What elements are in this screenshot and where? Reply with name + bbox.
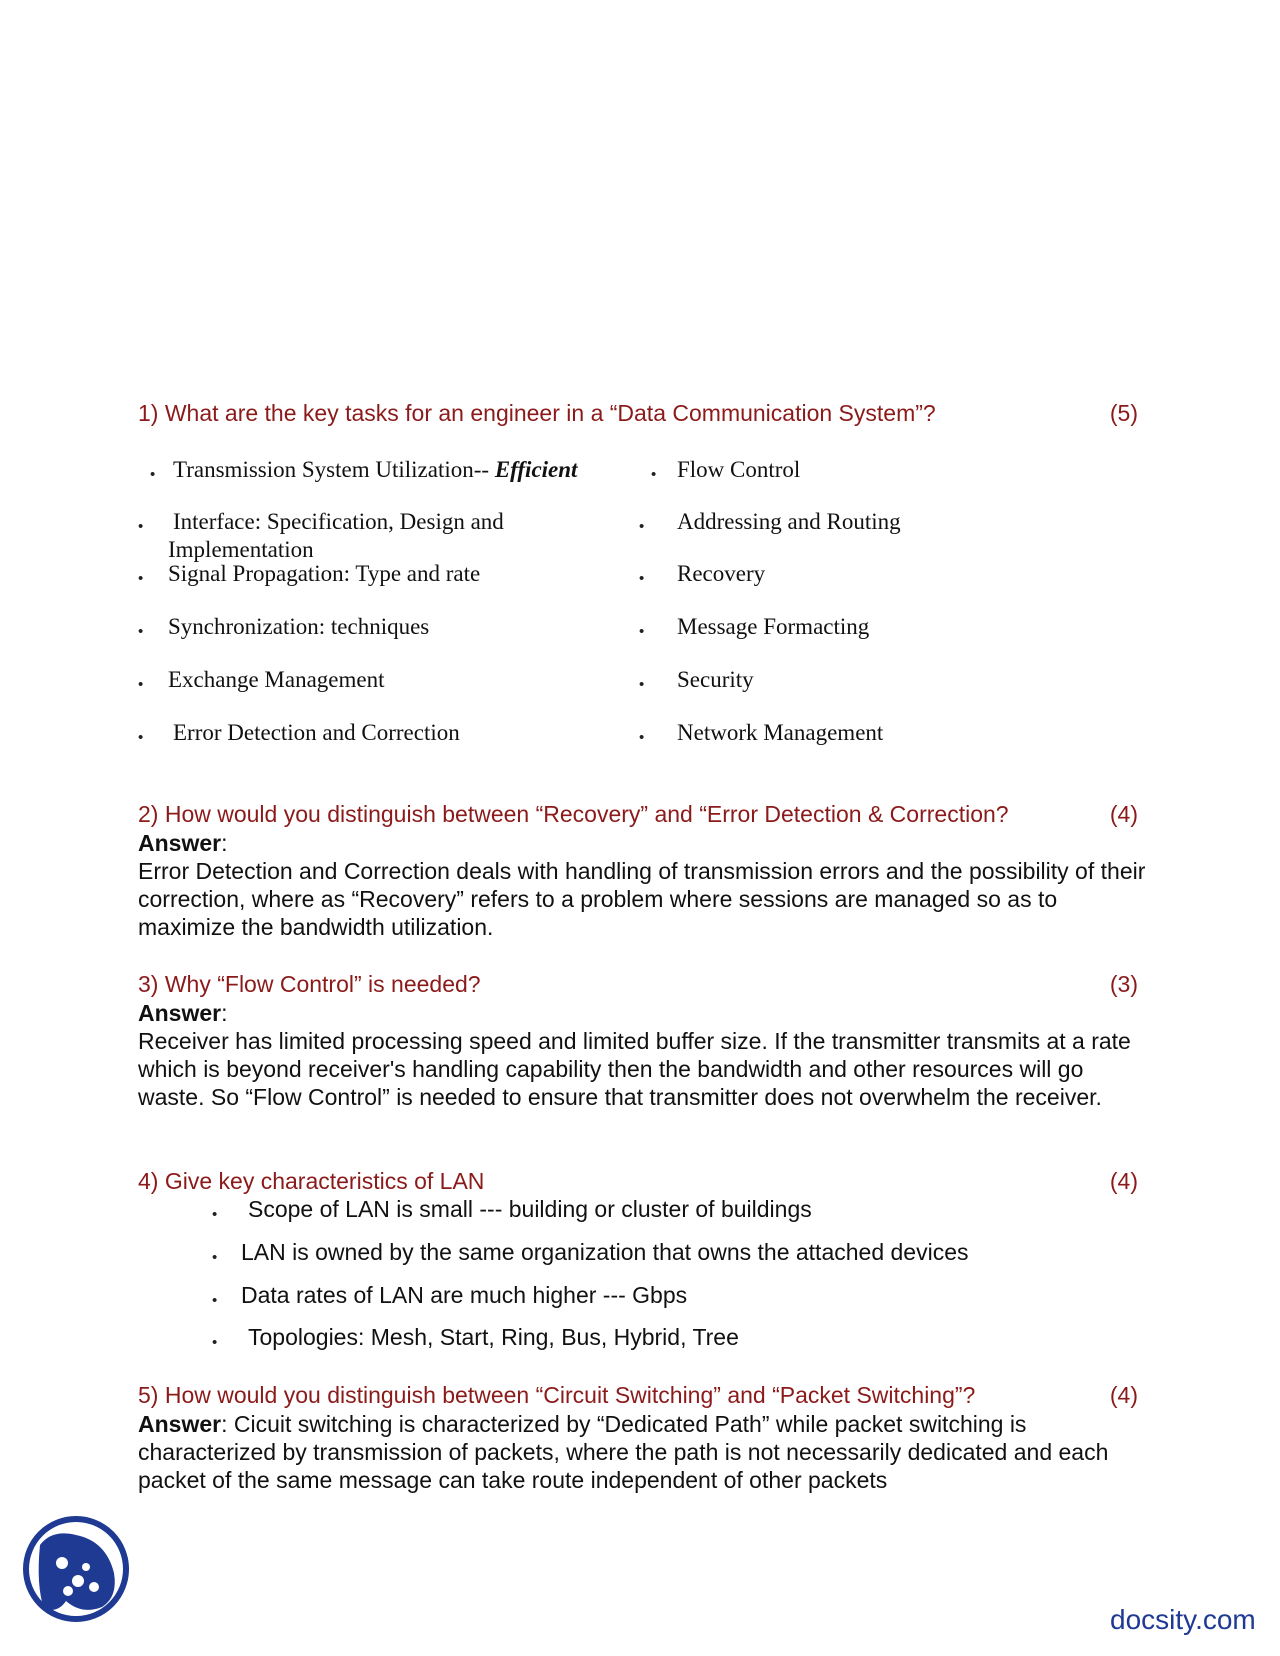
bullet-icon: • (212, 1249, 218, 1266)
question-2-marks: (4) (1109, 801, 1138, 827)
bullet-icon: • (138, 676, 144, 693)
answer-label: Answer (138, 830, 222, 856)
bullet-icon: • (212, 1292, 218, 1309)
bullet-icon: • (651, 466, 657, 483)
answer-label: Answer (138, 1411, 222, 1437)
task-item-continuation: Implementation (168, 537, 314, 562)
task-item: Error Detection and Correction (173, 720, 460, 745)
question-2 (138, 801, 1138, 828)
bullet-icon: • (138, 570, 144, 587)
bullet-icon: • (138, 623, 144, 640)
question-4-text: 4) Give key characteristics of LAN (138, 1168, 485, 1194)
bullet-icon: • (212, 1334, 218, 1351)
task-item: Message Formacting (677, 614, 870, 639)
task-item: Transmission System Utilization-- Efficient (173, 457, 578, 482)
question-3 (138, 971, 1138, 998)
answer-2: Answer: Error Detection and Correction deals with handling of transmission errors and the possibility of their correction, where as “Recovery” refers to a problem where sessions are managed so as to maximize the bandwidth utilization. (138, 829, 1148, 941)
bullet-icon: • (639, 570, 645, 587)
question-3-text: 3) Why “Flow Control” is needed? (138, 971, 481, 997)
answer-3-text: Receiver has limited processing speed and limited buffer size. If the transmitter transmits at a rate which is beyond receiver's handling capability then the bandwidth and other resources will go waste. So “Flow Control” is needed to ensure that transmitter does not overwhelm the receiver. (138, 1028, 1131, 1110)
bullet-icon: • (639, 676, 645, 693)
lan-item: LAN is owned by the same organization that owns the attached devices (241, 1239, 969, 1265)
answer-5-text: : Cicuit switching is characterized by “Dedicated Path” while packet switching is characterized by transmission of packets, where the path is not necessarily dedicated and each packet of the same message can take route independent of other packets (138, 1411, 1109, 1493)
bullet-icon: • (639, 518, 645, 535)
question-2-text: 2) How would you distinguish between “Recovery” and “Error Detection & Correction? (138, 801, 1009, 827)
bullet-icon: • (212, 1206, 218, 1223)
answer-3: Answer: Receiver has limited processing speed and limited buffer size. If the transmitter transmits at a rate which is beyond receiver's handling capability then the bandwidth and other resources will go waste. So “Flow Control” is needed to ensure that transmitter does not overwhelm the receiver. (138, 999, 1148, 1111)
question-4 (138, 1168, 1138, 1195)
task-item: Security (677, 667, 754, 692)
docsity-logo-icon[interactable] (22, 1515, 130, 1623)
lan-item: Scope of LAN is small --- building or cluster of buildings (248, 1196, 812, 1222)
bullet-icon: • (639, 623, 645, 640)
task-item: Exchange Management (168, 667, 385, 692)
question-5-text: 5) How would you distinguish between “Circuit Switching” and “Packet Switching”? (138, 1382, 976, 1408)
answer-2-text: Error Detection and Correction deals with handling of transmission errors and the possibility of their correction, where as “Recovery” refers to a problem where sessions are managed so as to maximize the bandwidth utilization. (138, 858, 1146, 940)
bullet-icon: • (138, 729, 144, 746)
answer-label: Answer (138, 1000, 222, 1026)
question-5-marks: (4) (1109, 1382, 1138, 1408)
task-item: Flow Control (677, 457, 801, 482)
emphasis-text: Efficient (494, 457, 578, 482)
question-1-marks: (5) (1109, 400, 1138, 426)
lan-item: Topologies: Mesh, Start, Ring, Bus, Hybrid, Tree (248, 1324, 739, 1350)
task-item: Network Management (677, 720, 884, 745)
bullet-icon: • (150, 466, 156, 483)
bullet-icon: • (138, 518, 144, 535)
task-item: Recovery (677, 561, 766, 586)
question-1-text: 1) What are the key tasks for an engineer in a “Data Communication System”? (138, 400, 936, 426)
task-item: Interface: Specification, Design and (173, 509, 504, 534)
task-item: Addressing and Routing (677, 509, 901, 534)
task-item: Signal Propagation: Type and rate (168, 561, 481, 586)
answer-5 (138, 1410, 1148, 1494)
question-3-marks: (3) (1109, 971, 1138, 997)
footer-site-link[interactable]: docsity.com (1110, 1604, 1256, 1635)
task-item: Synchronization: techniques (168, 614, 430, 639)
bullet-icon: • (639, 729, 645, 746)
question-1 (138, 400, 1138, 427)
question-5 (138, 1382, 1138, 1409)
question-4-marks: (4) (1109, 1168, 1138, 1194)
lan-item: Data rates of LAN are much higher --- Gbps (241, 1282, 688, 1308)
